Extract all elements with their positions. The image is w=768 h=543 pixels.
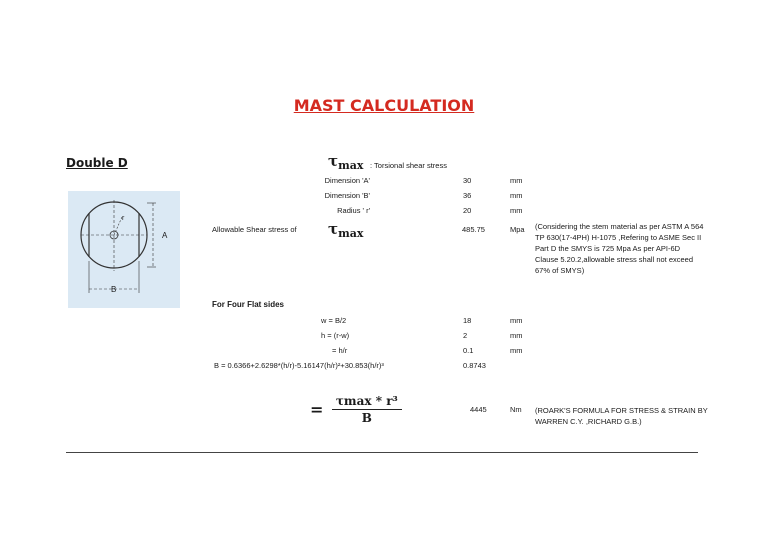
- formula-fraction: [332, 394, 402, 425]
- hr-value: 0.1: [463, 346, 474, 355]
- h-unit: mm: [510, 331, 523, 340]
- radius-unit: mm: [510, 206, 523, 215]
- result-unit: Nm: [510, 405, 522, 414]
- w-value: 18: [463, 316, 472, 325]
- diagram-label-r: r: [122, 215, 125, 222]
- dim-b-label: Dimension 'B': [324, 191, 370, 200]
- tau-max-symbol: $\tau_{max}$: [328, 152, 364, 172]
- h-value: 2: [463, 331, 468, 340]
- allowable-value: 485.75: [462, 225, 485, 234]
- dim-a-value: 30: [463, 176, 472, 185]
- page-title: MAST CALCULATION: [293, 96, 475, 115]
- diagram-label-b: B: [111, 285, 117, 294]
- equals-sign: =: [310, 400, 324, 419]
- dim-a-label: Dimension 'A': [324, 176, 370, 185]
- allowable-label: Allowable Shear stress of: [212, 225, 297, 234]
- result-note: (ROARK'S FORMULA FOR STRESS & STRAIN BY WARREN C.Y. ,RICHARD G.B.): [535, 406, 708, 426]
- result-value: 4445: [470, 405, 487, 414]
- double-d-diagram: [68, 191, 180, 308]
- dim-b-unit: mm: [510, 191, 523, 200]
- formula-numerator: τmax * r³: [332, 394, 402, 410]
- dim-b-value: 36: [463, 191, 472, 200]
- w-label: w = B/2: [321, 316, 347, 325]
- torsional-label: : Torsional shear stress: [370, 161, 447, 170]
- tau-max-allowable: $\tau_{max}$: [328, 220, 364, 240]
- formula-denominator: B: [361, 411, 372, 425]
- radius-label: Radius ' r': [337, 206, 370, 215]
- section-heading: Double D: [66, 156, 128, 170]
- four-flat-heading: For Four Flat sides: [212, 300, 285, 309]
- hr-unit: mm: [510, 346, 523, 355]
- dim-a-unit: mm: [510, 176, 523, 185]
- w-unit: mm: [510, 316, 523, 325]
- b-formula: B = 0.6366+2.6298*(h/r)-5.16147(h/r)²+30.853(h/r)³: [214, 361, 384, 370]
- allowable-unit: Mpa: [510, 225, 525, 234]
- diagram-label-a: A: [162, 231, 168, 240]
- b-value: 0.8743: [463, 361, 486, 370]
- allowable-note: (Considering the stem material as per ASTM A 564 TP 630(17-4PH) H-1075 ,Refering to ASME Sec II Part D the SMYS is 725 Mpa As per API-6D Clause 5.20.2,allowable stress shall not exceed 67% of SMYS): [535, 222, 704, 275]
- roark-formula: [310, 394, 402, 425]
- bottom-divider: [66, 452, 698, 453]
- radius-value: 20: [463, 206, 472, 215]
- hr-label: = h/r: [332, 346, 348, 355]
- h-label: h = (r-w): [321, 331, 350, 340]
